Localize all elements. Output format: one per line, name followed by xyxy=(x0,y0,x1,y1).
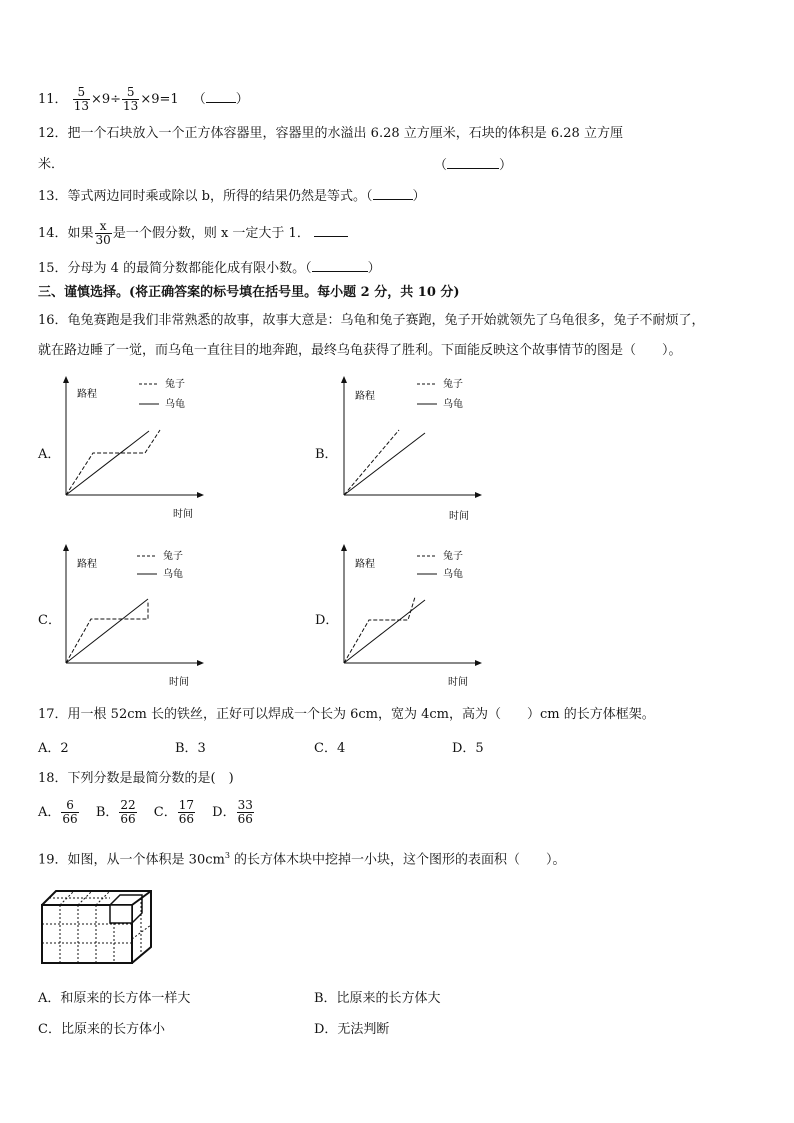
option-a-label[interactable]: A． xyxy=(38,447,61,462)
y-axis-label: 路程 xyxy=(355,559,375,570)
q19-option-c[interactable]: C．比原来的长方体小 xyxy=(38,1022,165,1037)
x-axis-label: 时间 xyxy=(173,509,193,520)
option-b-label[interactable]: B． xyxy=(315,447,338,462)
q17-option-d[interactable]: D．5 xyxy=(452,741,484,756)
q18-option-c[interactable]: C． $\frac{17}{66}$ xyxy=(153,798,195,826)
answer-blank[interactable] xyxy=(447,156,499,169)
q19-option-d[interactable]: D．无法判断 xyxy=(314,1022,390,1037)
fraction: $\frac{5}{13}$ xyxy=(73,85,89,113)
question-17: 17．用一根 52cm 长的铁丝，正好可以焊成一个长为 6cm，宽为 4cm，高为（ ）cm 的长方体框架。 xyxy=(38,707,655,722)
question-15: 15．分母为 4 的最简分数都能化成有限小数。（ ） xyxy=(38,261,381,276)
fraction: $\frac{5}{13}$ xyxy=(123,85,139,113)
rabbit-line xyxy=(344,597,415,663)
legend-rabbit: 兔子 xyxy=(443,551,463,562)
legend-turtle: 乌龟 xyxy=(443,569,463,580)
cuboid-figure xyxy=(38,883,158,972)
y-axis-label: 路程 xyxy=(355,391,375,402)
legend-rabbit: 兔子 xyxy=(163,551,183,562)
x-axis-label: 时间 xyxy=(448,677,468,688)
turtle-line xyxy=(66,599,148,663)
question-16-line2: 就在路边睡了一觉，而乌龟一直往目的地奔跑，最终乌龟获得了胜利。下面能反映这个故事情节的图是（ ）。 xyxy=(38,343,682,358)
question-12-line1: 12．把一个石块放入一个正方体容器里，容器里的水溢出 6.28 立方厘米，石块的体积是 6.28 立方厘 xyxy=(38,126,623,141)
answer-blank[interactable] xyxy=(312,259,368,272)
question-19: 19．如图，从一个体积是 $30cm^3$ 的长方体木块中挖掉一小块，这个图形的表面积（ ）。 xyxy=(38,851,566,868)
turtle-line xyxy=(66,431,149,495)
q17-option-c[interactable]: C．4 xyxy=(314,741,346,756)
q18-option-a[interactable]: A． $\frac{6}{66}$ xyxy=(38,798,78,826)
q18-options xyxy=(38,799,255,826)
legend-rabbit: 兔子 xyxy=(165,379,185,390)
legend-turtle: 乌龟 xyxy=(443,399,463,410)
rabbit-line xyxy=(66,430,160,495)
x-axis-label: 时间 xyxy=(449,511,469,522)
section-3-title: 三、谨慎选择。(将正确答案的标号填在括号里。每小题 2 分，共 10 分) xyxy=(38,285,460,300)
legend-rabbit: 兔子 xyxy=(443,379,463,390)
question-11: 11． $\frac{5}{13}$ ×9÷ $\frac{5}{13}$ ×9=1 （ ） xyxy=(38,85,249,113)
question-13: 13．等式两边同时乘或除以 b，所得的结果仍然是等式。（ ） xyxy=(38,189,426,204)
answer-blank[interactable] xyxy=(206,90,236,103)
legend-turtle: 乌龟 xyxy=(165,399,185,410)
question-16-line1: 16．龟兔赛跑是我们非常熟悉的故事，故事大意是：乌龟和兔子赛跑，兔子开始就领先了乌龟很多，兔子不耐烦了， xyxy=(38,313,705,328)
answer-blank[interactable] xyxy=(373,187,413,200)
turtle-line xyxy=(344,600,425,663)
graph-option-a[interactable] xyxy=(55,375,205,529)
q19-option-b[interactable]: B．比原来的长方体大 xyxy=(314,991,441,1006)
y-axis-label: 路程 xyxy=(77,559,97,570)
fraction: $\frac{x}{30}$ xyxy=(95,219,111,247)
question-18: 18．下列分数是最简分数的是( ) xyxy=(38,771,234,786)
turtle-line xyxy=(344,433,425,495)
x-axis-label: 时间 xyxy=(169,677,189,688)
q18-option-b[interactable]: B． $\frac{22}{66}$ xyxy=(95,798,136,826)
option-d-label[interactable]: D． xyxy=(315,613,339,628)
option-c-label[interactable]: C． xyxy=(38,613,61,628)
y-axis-label: 路程 xyxy=(77,389,97,400)
legend-turtle: 乌龟 xyxy=(163,569,183,580)
q17-option-a[interactable]: A．2 xyxy=(38,741,69,756)
rabbit-line xyxy=(344,430,399,495)
answer-blank[interactable] xyxy=(314,224,348,237)
question-14: 14．如果 $\frac{x}{30}$ 是一个假分数，则 x 一定大于 1． xyxy=(38,220,348,247)
graph-option-c[interactable] xyxy=(55,543,205,697)
q18-option-d[interactable]: D． $\frac{33}{66}$ xyxy=(212,798,253,826)
question-12-line2: 米． （ ） xyxy=(38,157,513,173)
graph-option-b[interactable] xyxy=(333,375,483,529)
graph-option-d[interactable] xyxy=(333,543,483,697)
q17-option-b[interactable]: B．3 xyxy=(175,741,206,756)
q19-option-a[interactable]: A．和原来的长方体一样大 xyxy=(38,991,191,1006)
